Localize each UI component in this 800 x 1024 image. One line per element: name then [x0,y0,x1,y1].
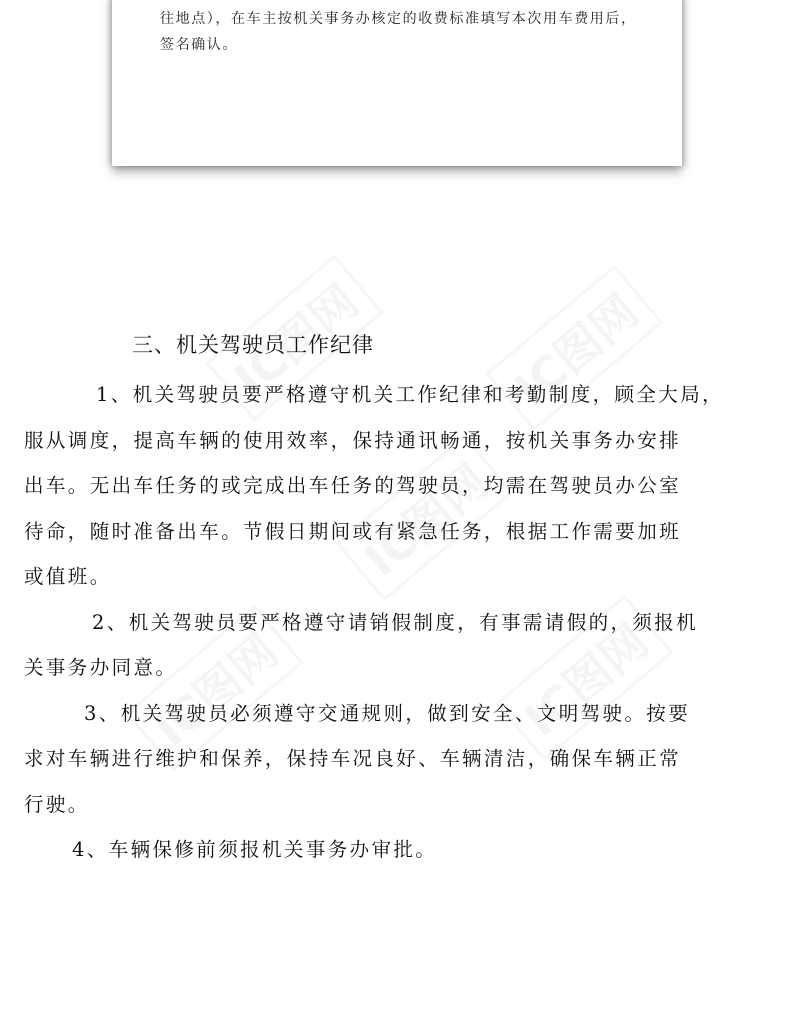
text-line: 待命，随时准备出车。节假日期间或有紧急任务，根据工作需要加班 [24,519,682,543]
paragraph-1 [24,372,784,600]
paragraph-4 [24,827,784,873]
text-line: 出车。无出车任务的或完成出车任务的驾驶员，均需在驾驶员办公室 [24,474,682,497]
text-line: 服从调度，提高车辆的使用效率，保持通讯畅通，按机关事务办安排 [24,428,682,452]
paragraph-3 [24,691,784,828]
text-line: 2、机关驾驶员要严格遵守请销假制度，有事需请假的，须报机 [92,610,699,634]
section-heading: 三、机关驾驶员工作纪律 [132,333,374,357]
text-line: 或值班。 [24,565,112,588]
card-line: 往地点），在车主按机关事务办核定的收费标准填写本次用车费用后， [160,11,637,27]
text-line: 1、机关驾驶员要严格遵守机关工作纪律和考勤制度，顾全大局， [96,383,725,406]
text-line: 3、机关驾驶员必须遵守交通规则，做到安全、文明驾驶。按要 [84,701,691,725]
paragraph-2 [24,600,784,691]
card-line: 签名确认。 [160,37,238,53]
text-line: 4、车辆保修前须报机关事务办审批。 [72,838,438,861]
text-line: 行驶。 [24,792,90,816]
document-card [112,0,682,166]
text-line: 求对车辆进行维护和保养，保持车况良好、车辆清洁，确保车辆正常 [24,747,682,770]
section-body [24,372,784,873]
text-line: 关事务办同意。 [24,656,178,679]
card-text [160,0,660,58]
